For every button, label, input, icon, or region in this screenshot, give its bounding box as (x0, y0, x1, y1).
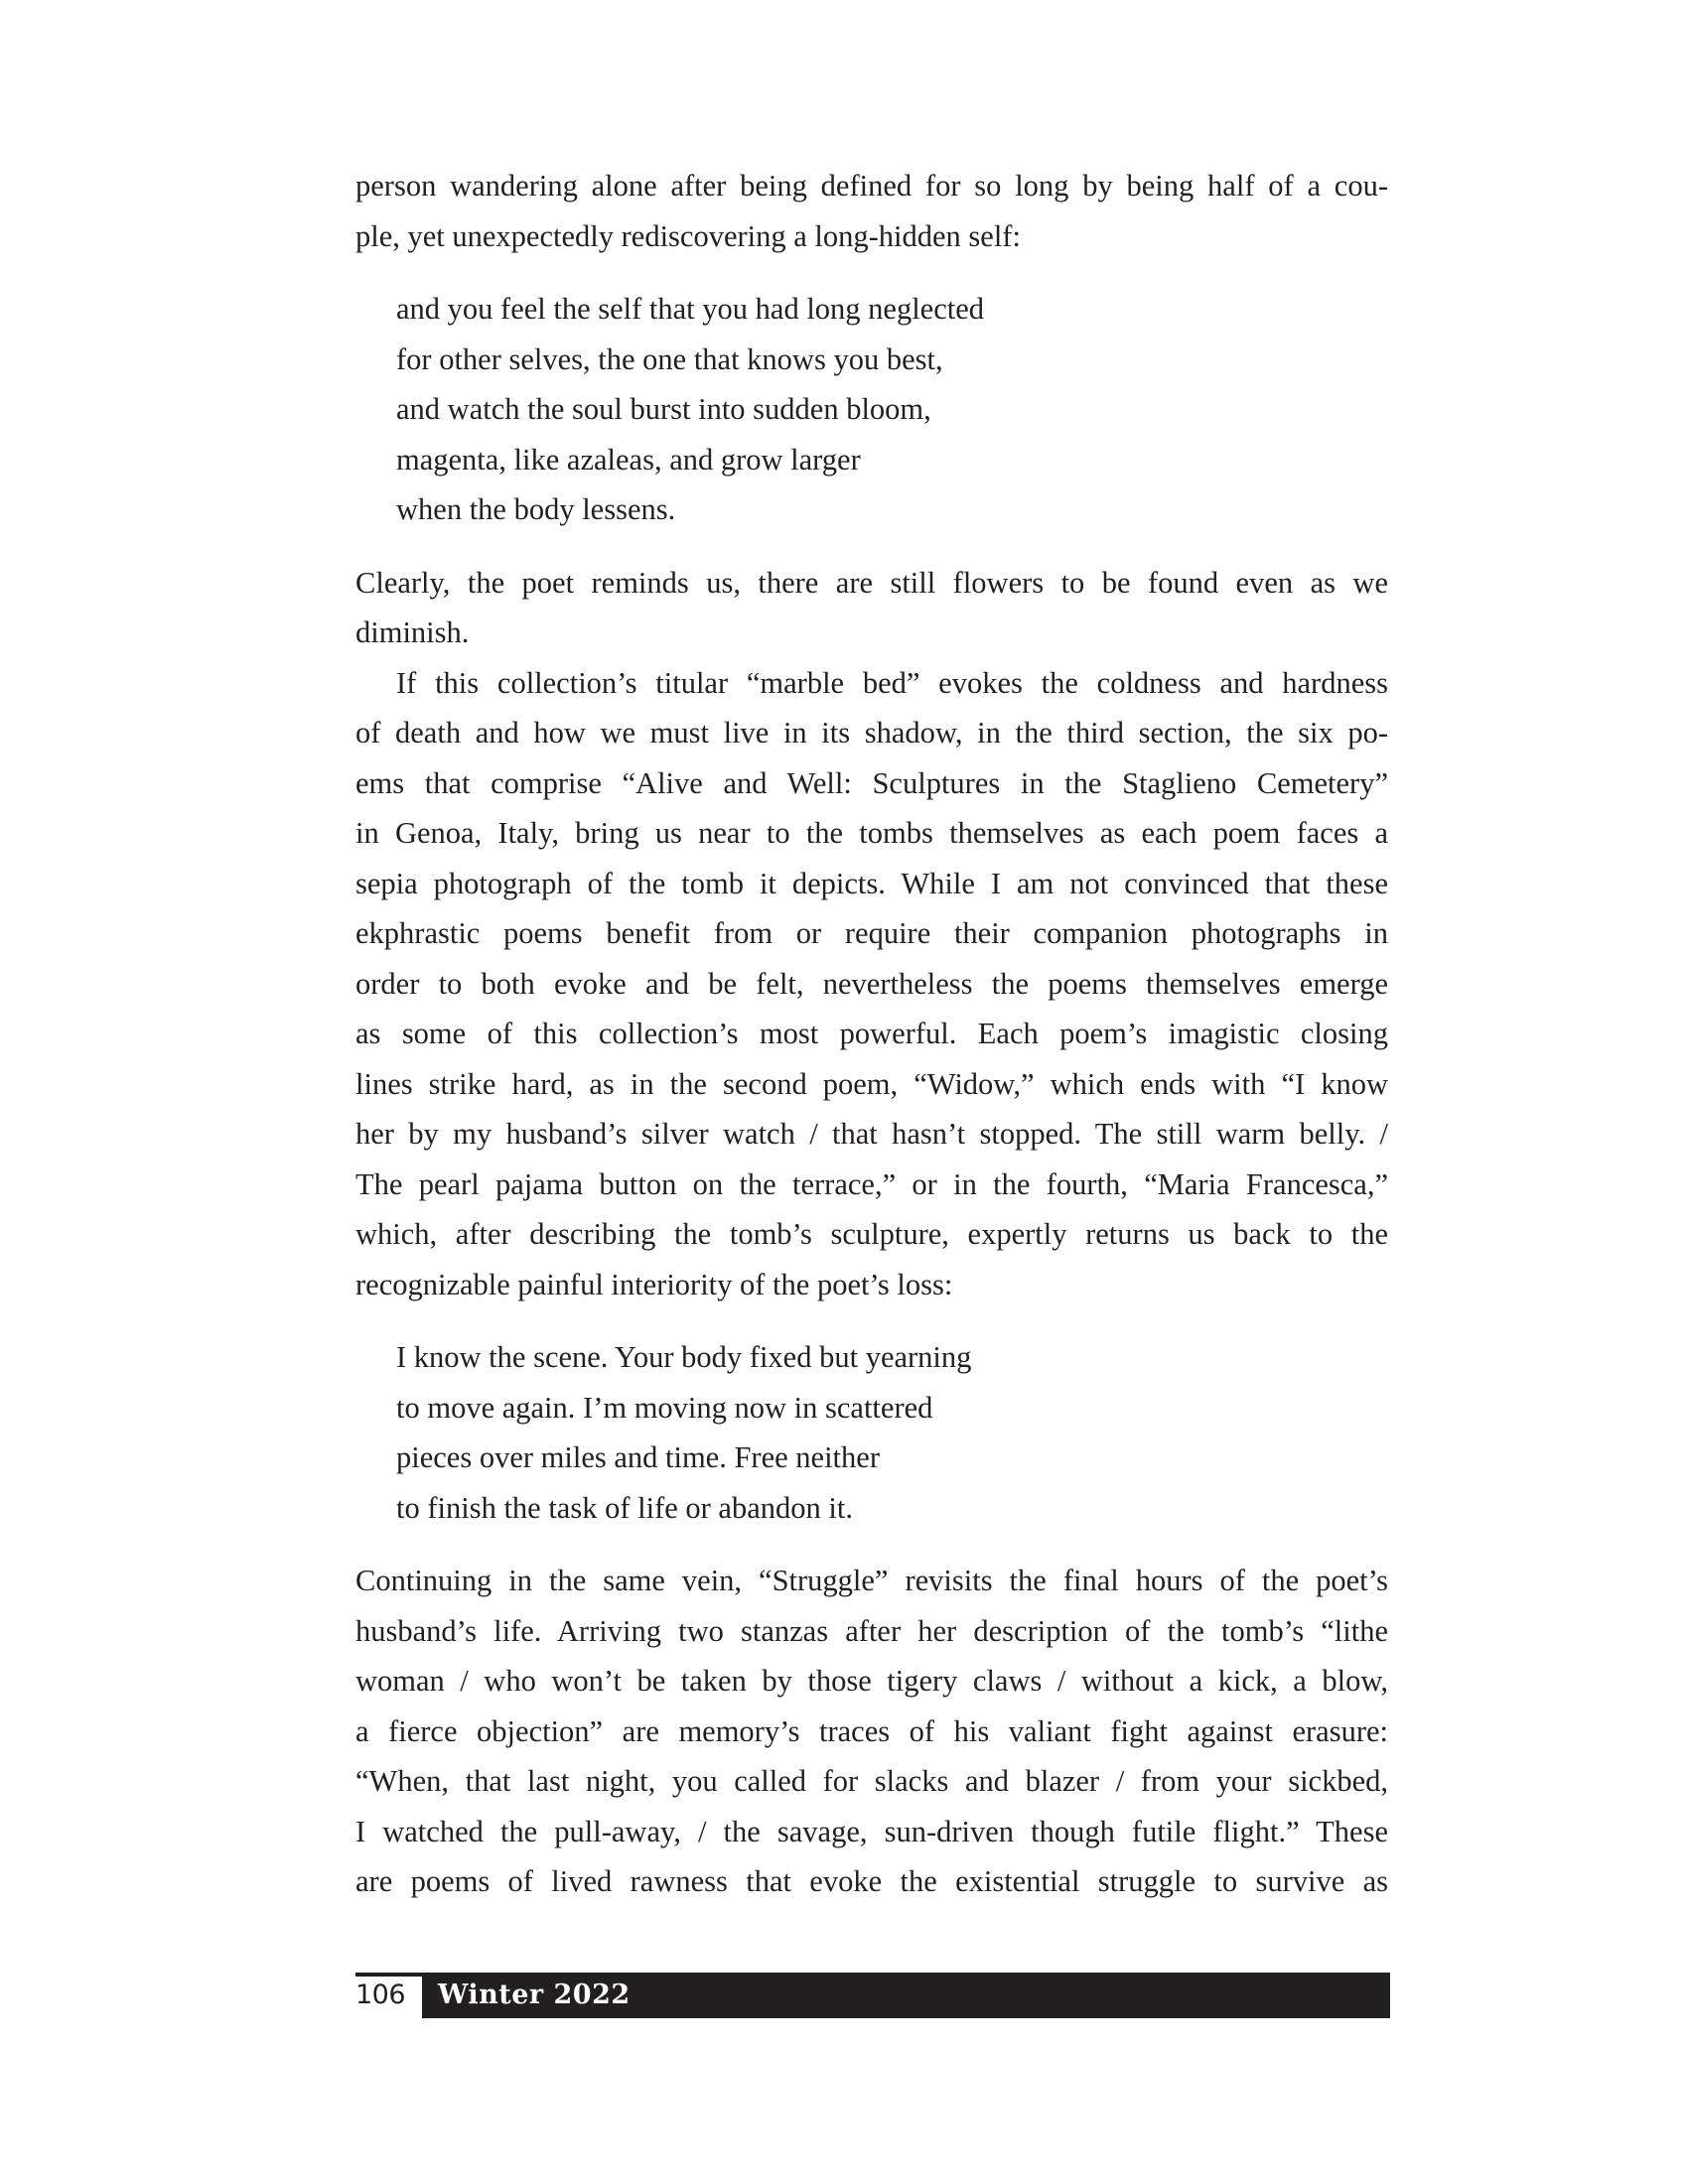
poem-line: magenta, like azaleas, and grow larger (396, 442, 861, 477)
issue-banner (422, 1973, 1390, 2018)
paragraph-clearly (355, 558, 1388, 658)
text-line: The pearl pajama button on the terrace,” or in the fourth, “Maria Francesca,” (355, 1166, 1388, 1201)
paragraph-continuation (355, 161, 1388, 261)
poem-line: and watch the soul burst into sudden bloom, (396, 392, 931, 426)
text-line: person wandering alone after being defined for so long by being half of a cou- (355, 169, 1388, 203)
poem-line: for other selves, the one that knows you best, (396, 341, 943, 376)
text-line: Continuing in the same vein, “Struggle” revisits the final hours of the poet’s (355, 1564, 1388, 1597)
text-line: diminish. (355, 615, 470, 649)
text-line: order to both evoke and be felt, nevertheless the poems themselves emerge (355, 966, 1388, 1001)
paragraph-marble-bed (355, 658, 1388, 1310)
text-line: lines strike hard, as in the second poem, “Widow,” which ends with “I know (355, 1066, 1388, 1101)
issue-label: Winter 2022 (438, 1979, 631, 2010)
page-number-text: 106 (355, 1979, 406, 2010)
block-quote-poem-excerpt (396, 284, 1388, 535)
text-line: “When, that last night, you called for slacks and blazer / from your sickbed, (355, 1764, 1388, 1798)
text-line: sepia photograph of the tomb it depicts. While I am not convinced that these (355, 866, 1388, 900)
poem-line: to finish the task of life or abandon it. (396, 1490, 853, 1525)
text-line: If this collection’s titular “marble bed” evokes the coldness and hardness (396, 665, 1388, 700)
poem-line: when the body lessens. (396, 492, 676, 526)
text-line: which, after describing the tomb’s sculpture, expertly returns us back to the (355, 1217, 1388, 1251)
poem-line: and you feel the self that you had long neglected (396, 292, 985, 326)
text-line: ems that comprise “Alive and Well: Sculptures in the Staglieno Cemetery” (355, 765, 1388, 800)
text-line: in Genoa, Italy, bring us near to the tombs themselves as each poem faces a (355, 816, 1388, 850)
text-line: her by my husband’s silver watch / that hasn’t stopped. The still warm belly. / (355, 1117, 1388, 1151)
article-body (355, 161, 1388, 1907)
block-quote-poem-excerpt (396, 1332, 1388, 1533)
text-line: are poems of lived rawness that evoke the existential struggle to survive as (355, 1864, 1388, 1898)
page-footer (355, 1973, 1390, 2018)
poem-line: I know the scene. Your body fixed but yearning (396, 1340, 972, 1374)
text-line: a fierce objection” are memory’s traces of his valiant fight against erasure: (355, 1713, 1388, 1748)
poem-line: to move again. I’m moving now in scattered (396, 1390, 933, 1425)
poem-line: pieces over miles and time. Free neither (396, 1440, 880, 1474)
text-line: ekphrastic poems benefit from or require their companion photographs in (355, 916, 1388, 950)
text-line: husband’s life. Arriving two stanzas after her description of the tomb’s “lithe (355, 1613, 1388, 1648)
text-line: woman / who won’t be taken by those tigery claws / without a kick, a blow, (355, 1664, 1388, 1698)
text-line: I watched the pull-away, / the savage, sun-driven though futile flight.” These (355, 1814, 1388, 1848)
text-line: recognizable painful interiority of the poet’s loss: (355, 1267, 953, 1301)
text-line: Clearly, the poet reminds us, there are still flowers to be found even as we (355, 565, 1388, 600)
paragraph-struggle (355, 1556, 1388, 1907)
text-line: of death and how we must live in its shadow, in the third section, the six po- (355, 716, 1388, 750)
text-line: as some of this collection’s most powerful. Each poem’s imagistic closing (355, 1017, 1388, 1050)
page-number (355, 1973, 422, 2018)
text-line: ple, yet unexpectedly rediscovering a long-hidden self: (355, 218, 1021, 253)
